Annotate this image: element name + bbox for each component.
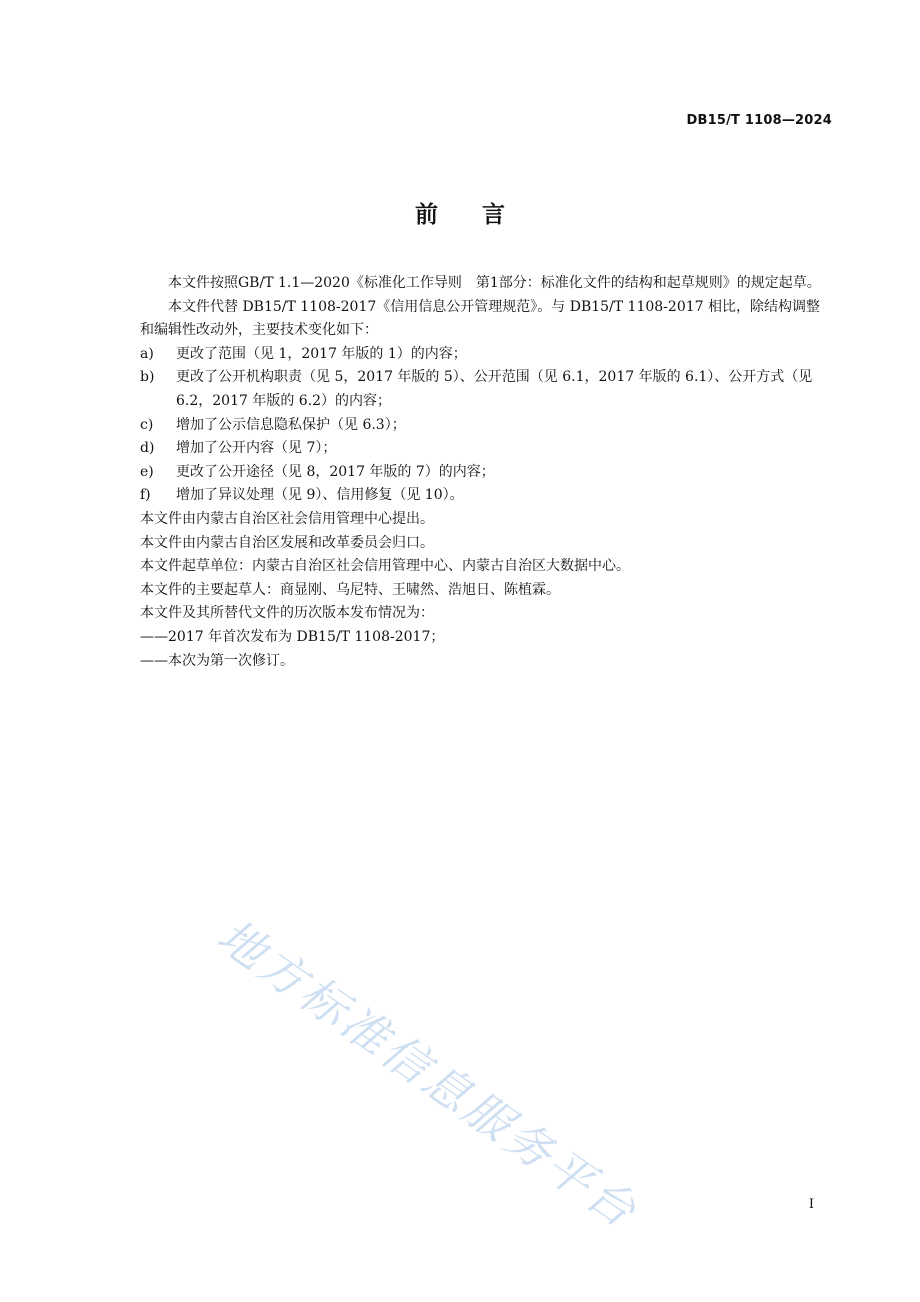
- list-item: [140, 414, 832, 438]
- drafting-units-line: 本文件起草单位：内蒙古自治区社会信用管理中心、内蒙古自治区大数据中心。: [140, 558, 630, 575]
- list-label: d): [140, 440, 155, 457]
- list-item: [140, 484, 832, 508]
- page-number: I: [808, 1197, 814, 1212]
- list-text: 增加了公示信息隐私保护（见 6.3）；: [176, 416, 406, 433]
- owner-line: 本文件由内蒙古自治区发展和改革委员会归口。: [140, 534, 434, 551]
- list-text: 增加了异议处理（见 9）、信用修复（见 10）。: [176, 487, 464, 504]
- standard-code: DB15/T 1108—2024: [686, 113, 832, 128]
- list-text: 增加了公开内容（见 7）；: [176, 440, 337, 457]
- list-label: f): [140, 487, 151, 504]
- history-line: ——2017 年首次发布为 DB15/T 1108-2017；: [140, 628, 445, 645]
- list-text: 更改了公开途径（见 8，2017 年版的 7）的内容；: [176, 463, 495, 480]
- list-label: b): [140, 369, 155, 386]
- list-item: [140, 343, 832, 367]
- list-text: 更改了范围（见 1，2017 年版的 1）的内容；: [176, 345, 467, 362]
- watermark: 地方标准信息服务平台: [207, 908, 649, 1240]
- drafters-line: 本文件的主要起草人：商显刚、乌尼特、王啸然、浩旭日、陈植霖。: [140, 581, 560, 598]
- document-body: [140, 272, 832, 673]
- list-item: [140, 366, 832, 413]
- proposer-line: 本文件由内蒙古自治区社会信用管理中心提出。: [140, 510, 434, 527]
- intro-paragraph: 本文件按照GB/T 1.1—2020《标准化工作导则 第1部分：标准化文件的结构和起草规则》的规定起草。: [168, 275, 821, 291]
- list-item: [140, 461, 832, 485]
- replacement-paragraph: 本文件代替 DB15/T 1108-2017《信用信息公开管理规范》。与 DB15/T 1108-2017 相比，除结构调整和编辑性改动外，主要技术变化如下：: [140, 298, 820, 339]
- history-line: ——本次为第一次修订。: [140, 652, 294, 669]
- history-intro-line: 本文件及其所替代文件的历次版本发布情况为：: [140, 605, 434, 622]
- list-label: c): [140, 416, 154, 433]
- page-title: 前言: [415, 202, 549, 228]
- list-item: [140, 437, 832, 461]
- changes-list: [140, 343, 832, 508]
- list-label: a): [140, 345, 154, 362]
- list-text: 更改了公开机构职责（见 5，2017 年版的 5）、公开范围（见 6.1，2017 年版的 6.1）、公开方式（见 6.2，2017 年版的 6.2）的内容；: [176, 369, 813, 409]
- list-label: e): [140, 463, 154, 480]
